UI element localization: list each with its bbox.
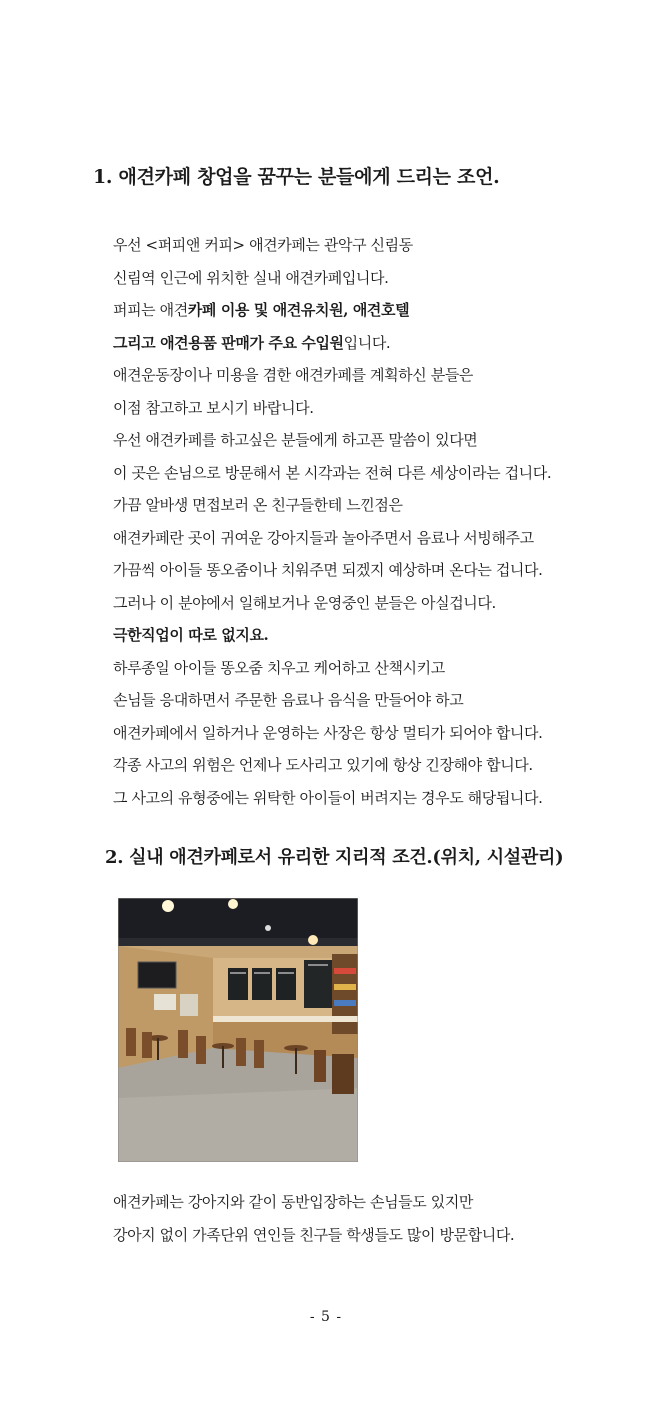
body-line: 신림역 인근에 위치한 실내 애견카페입니다. (113, 268, 389, 287)
body-line: 애견카페란 곳이 귀여운 강아지들과 놀아주면서 음료나 서빙해주고 (113, 528, 534, 547)
body-line: 애견카페에서 일하거나 운영하는 사장은 항상 멀티가 되어야 합니다. (113, 723, 543, 742)
body-line: 우선 <퍼피앤 커피> 애견카페는 관악구 신림동 (113, 236, 413, 254)
body-line: 가끔씩 아이들 똥오줌이나 치워주면 되겠지 예상하며 온다는 겁니다. (113, 561, 543, 579)
cafe-interior-photo (118, 898, 358, 1162)
body-line: 가끔 알바생 면접보러 온 친구들한테 느낀점은 (113, 496, 403, 514)
body-text: 퍼피는 애견 (113, 301, 188, 319)
section-2-body (113, 1186, 643, 1251)
body-line (113, 294, 643, 327)
body-line: 하루종일 아이들 똥오줌 치우고 케어하고 산책시키고 (113, 658, 445, 677)
body-line: 각종 사고의 위험은 언제나 도사리고 있기에 항상 긴장해야 합니다. (113, 756, 533, 774)
page-number: - 5 - (309, 1309, 343, 1325)
body-line: 손님들 응대하면서 주문한 음료나 음식을 만들어야 하고 (113, 691, 464, 709)
section-2-heading: 2. 실내 애견카페로서 유리한 지리적 조건.(위치, 시설관리) (105, 847, 564, 868)
body-emphasis: 극한직업이 따로 없지요. (113, 626, 269, 644)
body-line (113, 619, 643, 652)
body-line: 이 곳은 손님으로 방문해서 본 시각과는 전혀 다른 세상이라는 겁니다. (113, 463, 552, 482)
body-line: 그러나 이 분야에서 일해보거나 운영중인 분들은 아실겁니다. (113, 593, 496, 612)
body-line: 우선 애견카페를 하고싶은 분들에게 하고픈 말씀이 있다면 (113, 431, 478, 449)
body-line (113, 327, 643, 360)
body-text: 입니다. (343, 333, 391, 352)
body-emphasis: 그리고 애견용품 판매가 주요 수입원 (113, 333, 344, 352)
body-line: 애견카페는 강아지와 같이 동반입장하는 손님들도 있지만 (113, 1193, 474, 1211)
section-1-body (113, 229, 643, 814)
body-line: 그 사고의 유형중에는 위탁한 아이들이 버려지는 경우도 해당됩니다. (113, 788, 543, 807)
body-emphasis: 카페 이용 및 애견유치원, 애견호텔 (187, 301, 410, 319)
body-line: 이점 참고하고 보시기 바랍니다. (113, 398, 314, 417)
section-1-heading: 1. 애견카페 창업을 꿈꾸는 분들에게 드리는 조언. (93, 166, 500, 188)
body-line: 강아지 없이 가족단위 연인들 친구들 학생들도 많이 방문합니다. (113, 1225, 515, 1244)
body-line: 애견운동장이나 미용을 겸한 애견카페를 계획하신 분들은 (113, 366, 474, 384)
